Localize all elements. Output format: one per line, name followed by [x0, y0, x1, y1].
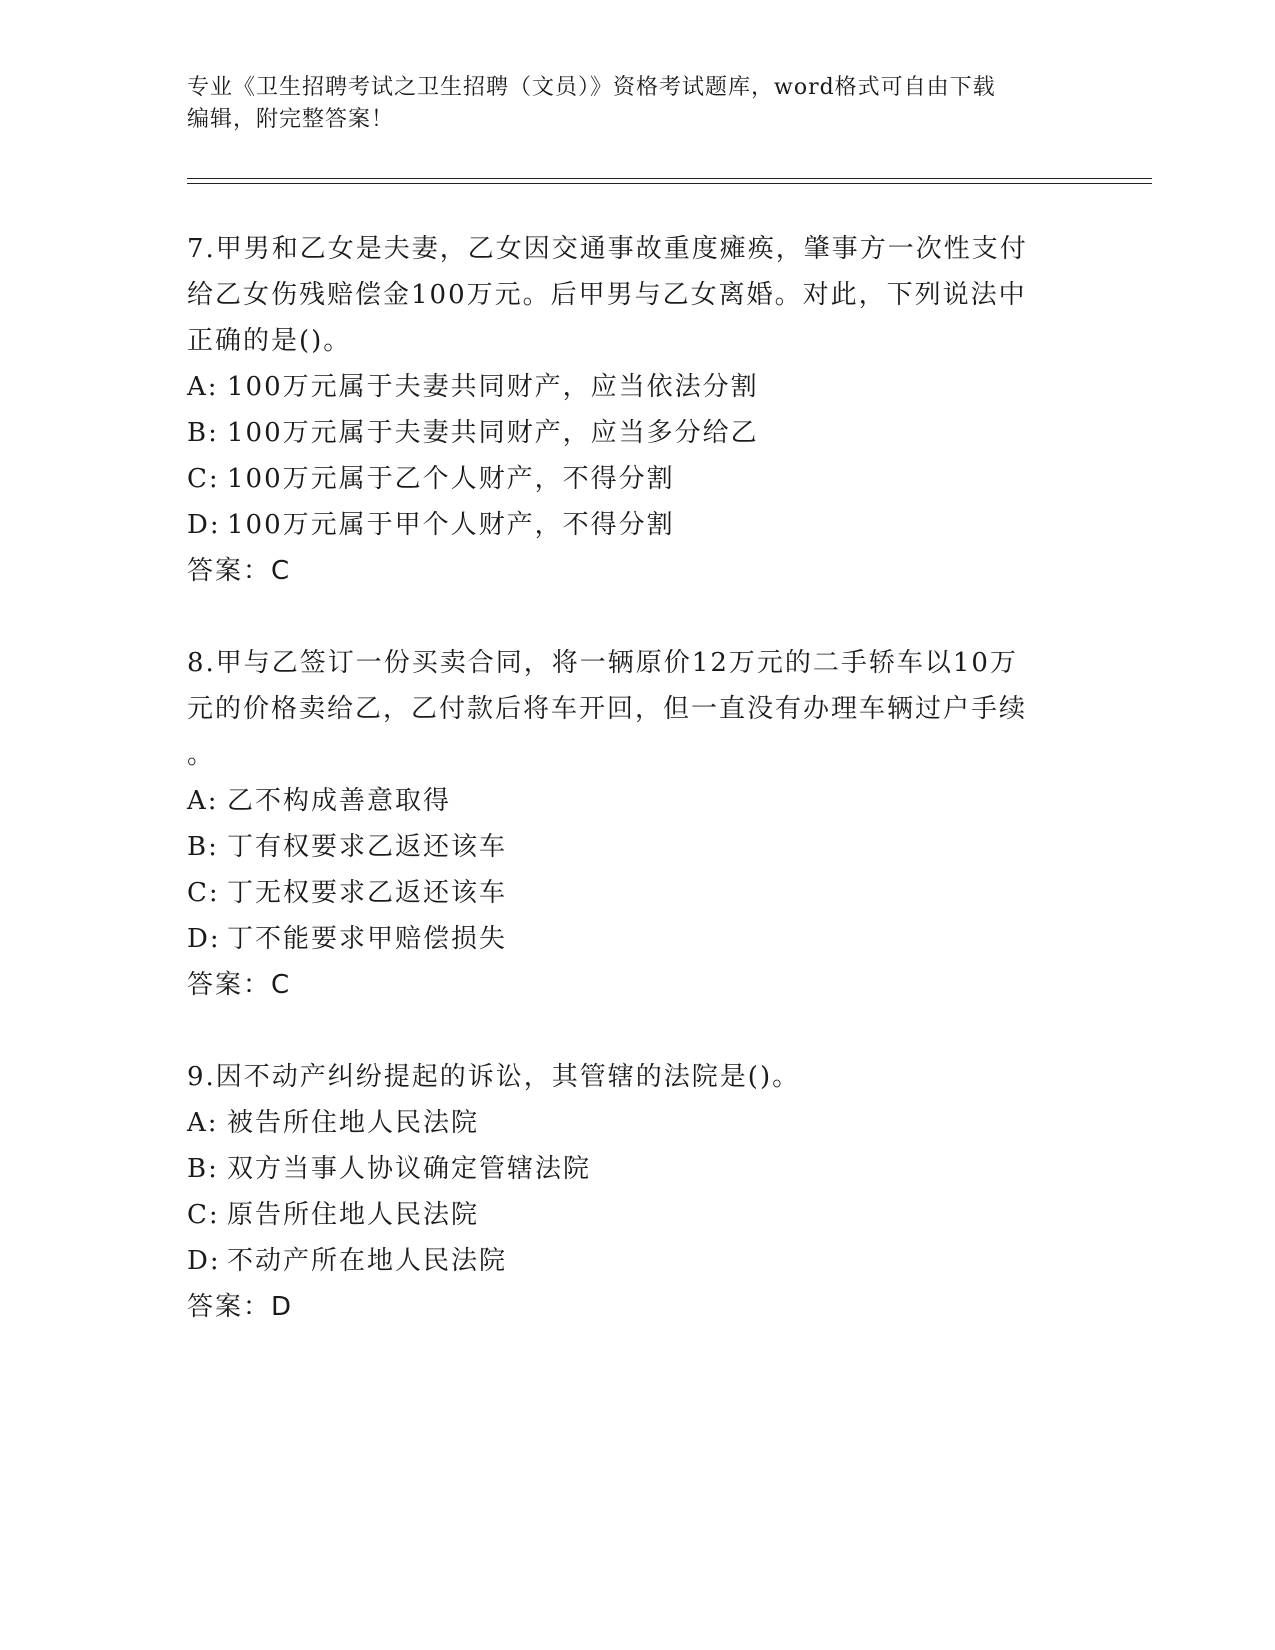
header-divider-top — [187, 178, 1152, 179]
option-b — [187, 824, 1067, 870]
option-text: 原告所住地人民法院 — [227, 1200, 480, 1230]
option-text: 丁无权要求乙返还该车 — [227, 878, 508, 908]
option-key: A: — [187, 372, 219, 402]
option-text: 不动产所在地人民法院 — [227, 1246, 508, 1276]
answer: 答案：D — [187, 1292, 294, 1322]
question-line: 元的价格卖给乙，乙付款后将车开回，但一直没有办理车辆过户手续 — [187, 694, 1028, 724]
header-divider-bottom — [187, 183, 1152, 184]
option-c — [187, 1192, 1067, 1238]
option-b — [187, 1146, 1067, 1192]
answer: 答案：C — [187, 556, 292, 586]
option-text: 乙不构成善意取得 — [227, 786, 452, 816]
question-line: 给乙女伤残赔偿金100万元。后甲男与乙女离婚。对此，下列说法中 — [187, 280, 1027, 310]
option-a — [187, 364, 1067, 410]
option-key: D: — [187, 1246, 221, 1276]
question-line: 正确的是()。 — [187, 326, 352, 356]
option-text: 100万元属于甲个人财产，不得分割 — [227, 510, 675, 540]
option-key: B: — [187, 832, 219, 862]
option-a — [187, 1100, 1067, 1146]
option-text: 丁有权要求乙返还该车 — [227, 832, 508, 862]
document-header — [187, 72, 1087, 136]
question-8 — [187, 640, 1067, 1008]
option-key: C: — [187, 878, 220, 908]
option-key: A: — [187, 786, 219, 816]
question-9 — [187, 1054, 1067, 1330]
option-d — [187, 916, 1067, 962]
option-text: 丁不能要求甲赔偿损失 — [227, 924, 508, 954]
question-line: 7.甲男和乙女是夫妻，乙女因交通事故重度瘫痪，肇事方一次性支付 — [187, 234, 1028, 264]
option-key: D: — [187, 510, 221, 540]
option-key: C: — [187, 464, 220, 494]
option-key: B: — [187, 1154, 219, 1184]
option-text: 被告所住地人民法院 — [227, 1108, 480, 1138]
option-c — [187, 456, 1067, 502]
option-text: 100万元属于乙个人财产，不得分割 — [227, 464, 675, 494]
option-key: A: — [187, 1108, 219, 1138]
header-line-2: 编辑，附完整答案！ — [187, 107, 395, 132]
option-key: D: — [187, 924, 221, 954]
option-text: 100万元属于夫妻共同财产，应当多分给乙 — [227, 418, 759, 448]
option-b — [187, 410, 1067, 456]
option-a — [187, 778, 1067, 824]
question-line: 9.因不动产纠纷提起的诉讼，其管辖的法院是()。 — [187, 1062, 801, 1092]
question-line: 8.甲与乙签订一份买卖合同，将一辆原价12万元的二手轿车以10万 — [187, 648, 1018, 678]
header-line-1: 专业《卫生招聘考试之卫生招聘（文员）》资格考试题库，word格式可自由下载 — [187, 75, 996, 100]
option-key: B: — [187, 418, 219, 448]
option-text: 100万元属于夫妻共同财产，应当依法分割 — [227, 372, 759, 402]
answer: 答案：C — [187, 970, 292, 1000]
option-d — [187, 1238, 1067, 1284]
question-7 — [187, 226, 1067, 594]
option-text: 双方当事人协议确定管辖法院 — [227, 1154, 592, 1184]
question-line: 。 — [187, 740, 216, 770]
option-c — [187, 870, 1067, 916]
option-key: C: — [187, 1200, 220, 1230]
option-d — [187, 502, 1067, 548]
